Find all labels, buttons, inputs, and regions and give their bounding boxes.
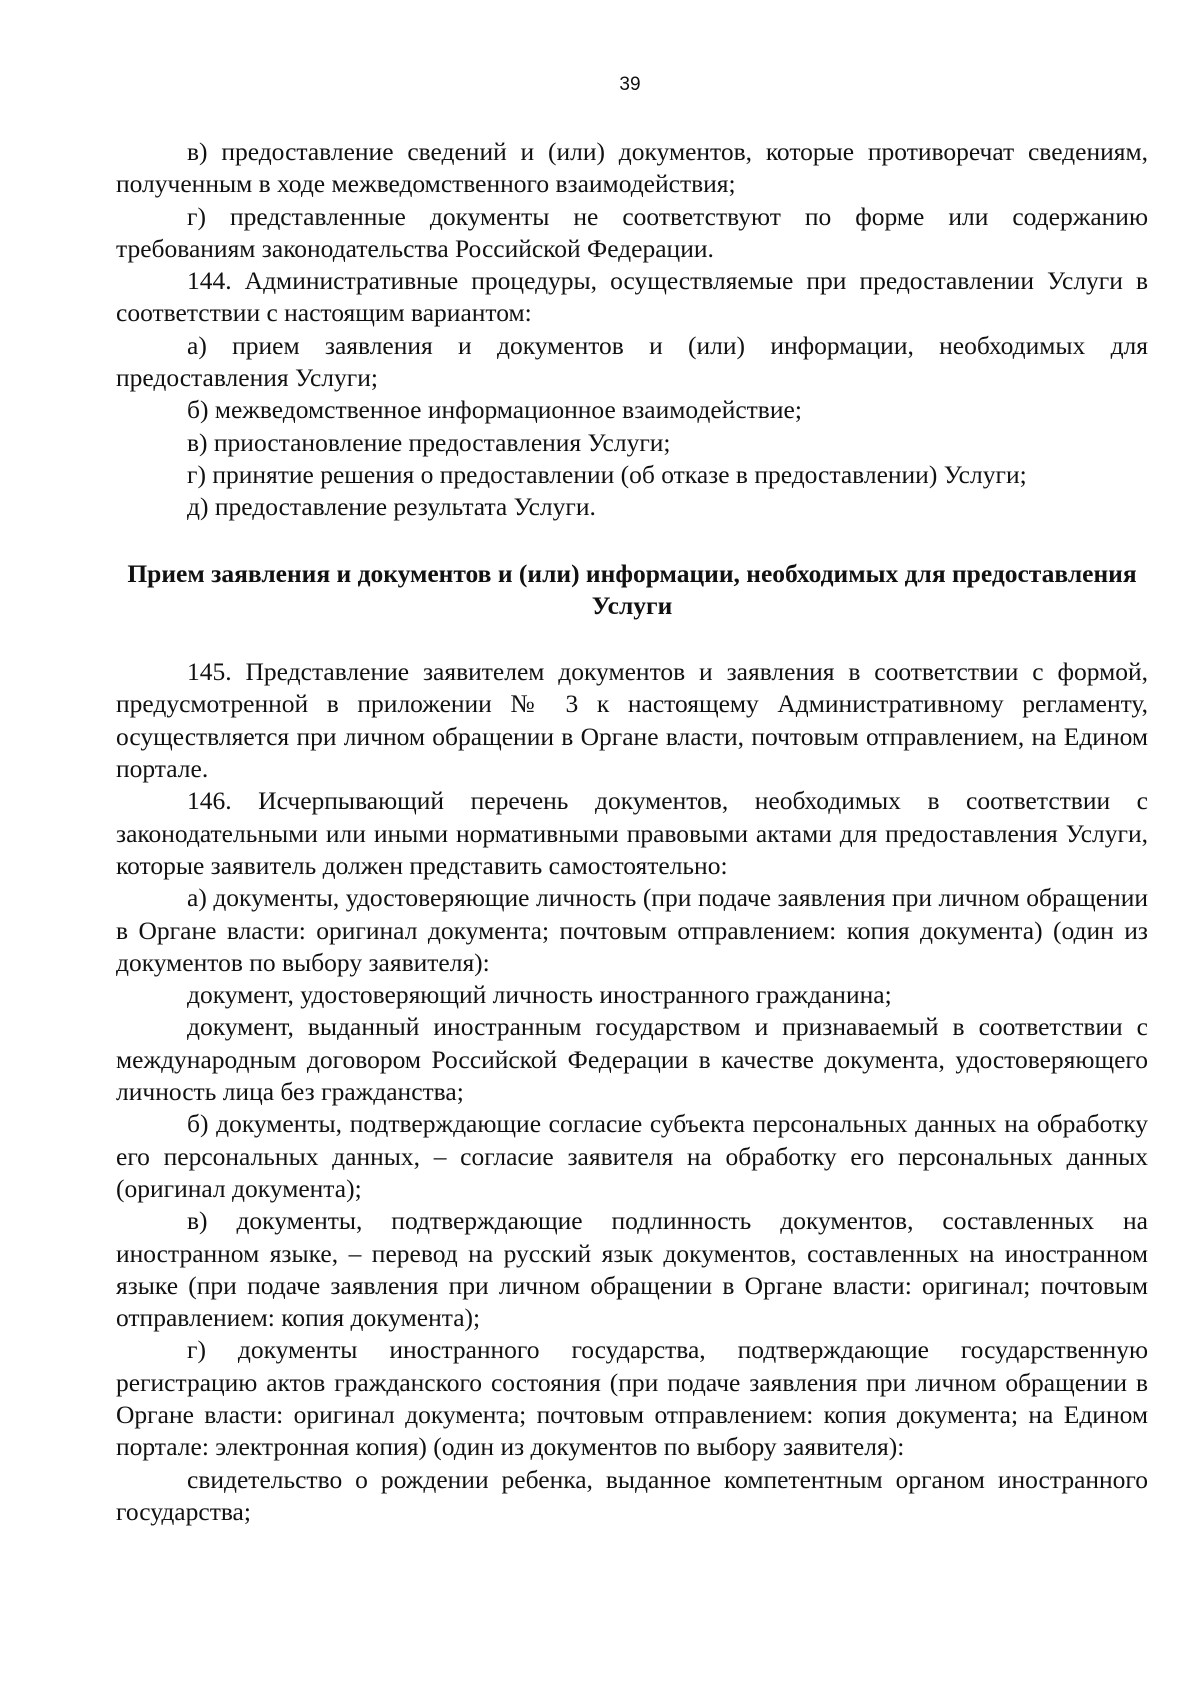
paragraph: документ, удостоверяющий личность иностранного гражданина; (187, 980, 892, 1010)
paragraph: д) предоставление результата Услуги. (187, 492, 596, 522)
document-body (116, 136, 1148, 1528)
paragraph: свидетельство о рождении ребенка, выданное компетентным органом иностранного государства; (116, 1464, 1148, 1526)
paragraph: б) документы, подтверждающие согласие субъекта персональных данных на обработку его персональных данных, – согласие заявителя на обработку его персональных данных (оригинал документа); (116, 1109, 1148, 1203)
paragraph: в) приостановление предоставления Услуги; (187, 427, 671, 457)
paragraph: 144. Административные процедуры, осуществляемые при предоставлении Услуги в соответствии с настоящим вариантом: (116, 266, 1148, 328)
page-number: 39 (619, 74, 641, 95)
paragraph: а) документы, удостоверяющие личность (при подаче заявления при личном обращении в Органе власти: оригинал документа; почтовым отправлением: копия документа) (один из документов по выбору заявителя): (116, 883, 1148, 977)
paragraph: 145. Представление заявителем документов и заявления в соответствии с формой, предусмотренной в приложении № 3 к настоящему Административному регламенту, осуществляется при личном обращении в Органе власти, почтовым отправлением, на Едином портале. (116, 657, 1148, 784)
paragraph: г) принятие решения о предоставлении (об отказе в предоставлении) Услуги; (187, 459, 1027, 489)
paragraph: в) документы, подтверждающие подлинность документов, составленных на иностранном языке, – перевод на русский язык документов, составленных на иностранном языке (при подаче заявления при личном обращении в Органе власти: оригинал; почтовым отправлением: копия документа); (116, 1206, 1148, 1333)
paragraph: документ, выданный иностранным государством и признаваемый в соответствии с международным договором Российской Федерации в качестве документа, удостоверяющего личность лица без гражданства; (116, 1012, 1148, 1107)
paragraph: г) представленные документы не соответствуют по форме или содержанию требованиям законодательства Российской Федерации. (116, 201, 1148, 263)
paragraph: в) предоставление сведений и (или) документов, которые противоречат сведениям, полученным в ходе межведомственного взаимодействия; (116, 137, 1148, 199)
paragraph: а) прием заявления и документов и (или) информации, необходимых для предоставления Услуги; (116, 330, 1148, 393)
paragraph: 146. Исчерпывающий перечень документов, необходимых в соответствии с законодательными или иными нормативными правовыми актами для предоставления Услуги, которые заявитель должен представить самостоятельно: (116, 786, 1148, 880)
paragraph: б) межведомственное информационное взаимодействие; (187, 395, 802, 425)
paragraph: г) документы иностранного государства, подтверждающие государственную регистрацию актов гражданского состояния (при подаче заявления при личном обращении в Органе власти: оригинал документа; почтовым отправлением: копия документа; на Едином портале: электронная копия) (один из документов по выбору заявителя): (116, 1335, 1148, 1462)
section-heading: Прием заявления и документов и (или) информации, необходимых для предоставления Услуги (127, 558, 1137, 620)
